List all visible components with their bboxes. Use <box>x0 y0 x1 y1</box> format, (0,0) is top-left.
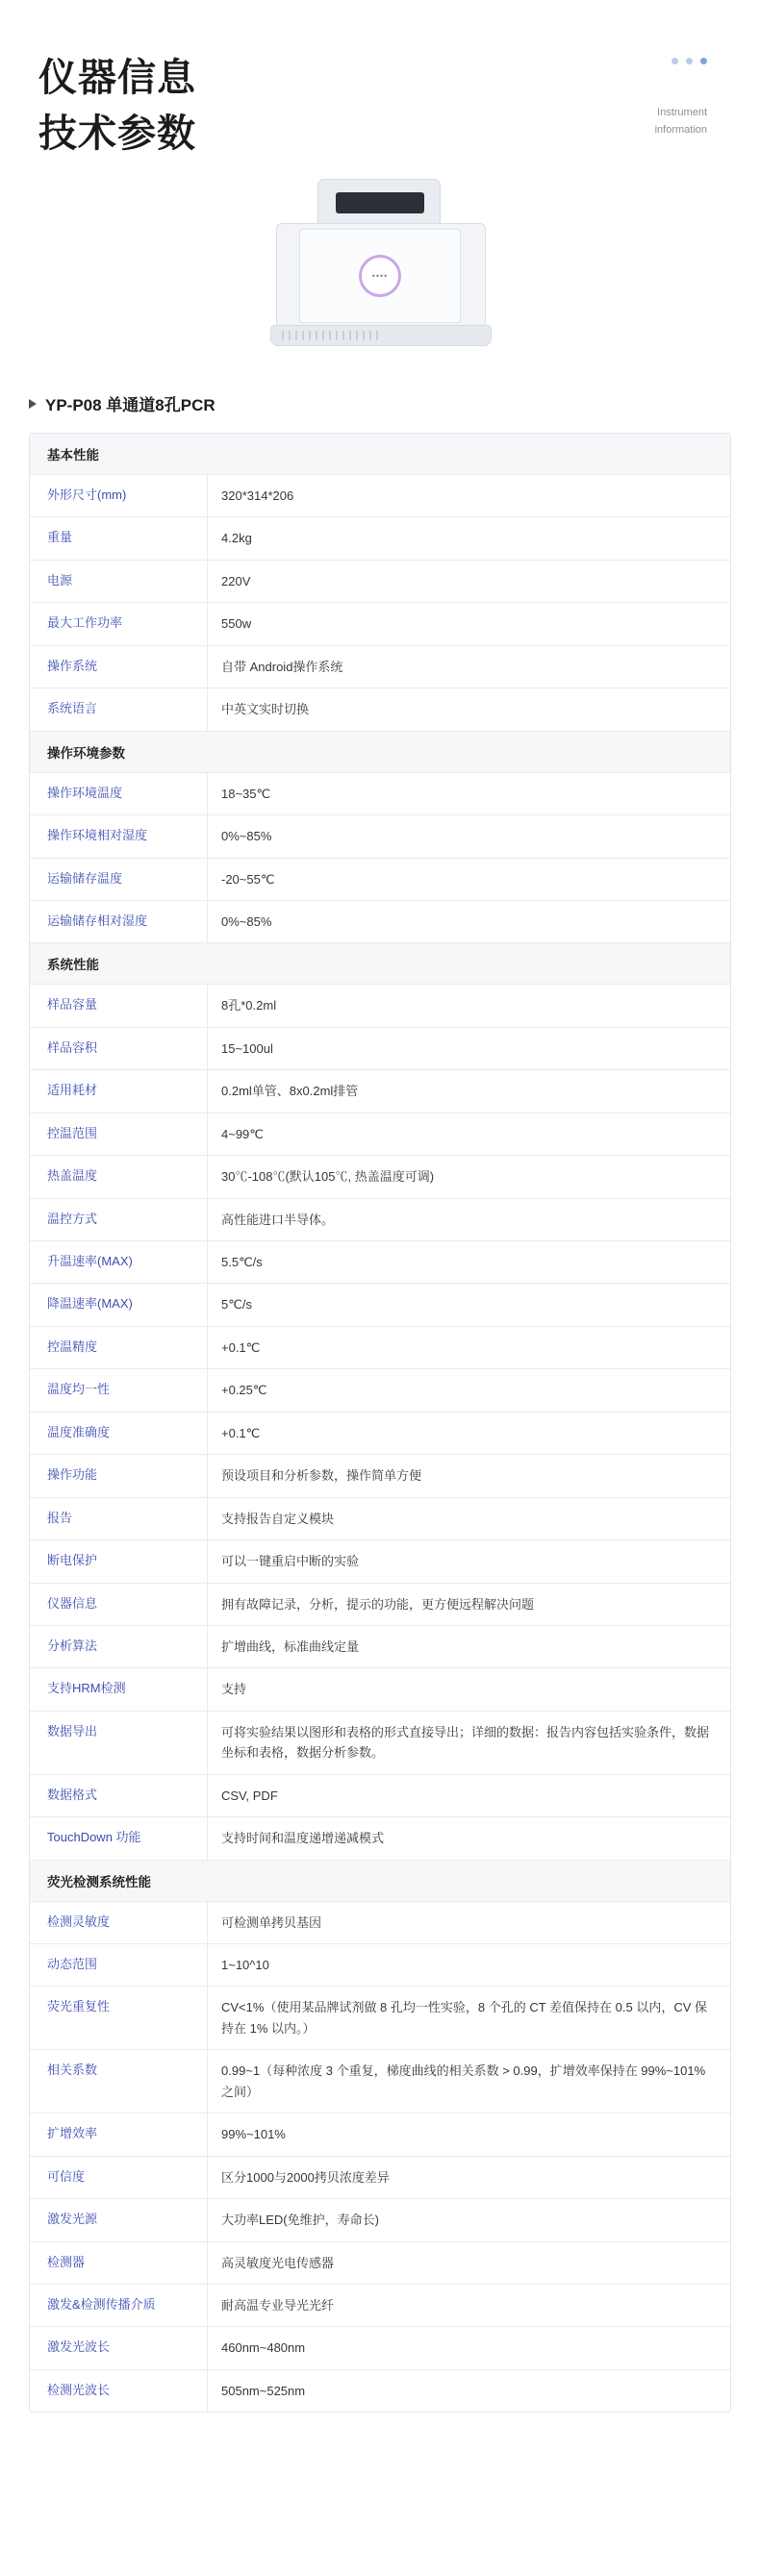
spec-value: CV<1%（使用某品牌试剂做 8 孔均一性实验，8 个孔的 CT 差值保持在 0.5 以内，CV 保持在 1% 以内。） <box>221 2000 708 2036</box>
table-row <box>30 1156 730 1198</box>
english-line-1: Instrument <box>657 107 707 118</box>
table-row <box>30 2157 730 2199</box>
spec-key: 操作功能 <box>30 1455 208 1496</box>
specification-table <box>29 433 731 2413</box>
spec-key: 报告 <box>30 1498 208 1539</box>
vent-line-icon <box>369 331 371 340</box>
spec-key: 热盖温度 <box>30 1156 208 1197</box>
section-header: 系统性能 <box>30 943 730 985</box>
device-lid <box>317 179 441 229</box>
spec-value: 4.2kg <box>221 531 252 546</box>
table-row <box>30 773 730 815</box>
table-row <box>30 646 730 688</box>
table-row <box>30 1626 730 1668</box>
table-row <box>30 2199 730 2241</box>
spec-key: 可信度 <box>30 2157 208 2198</box>
device-vents <box>282 331 388 340</box>
vent-line-icon <box>282 331 284 340</box>
device-progress-ring <box>359 255 401 297</box>
vent-line-icon <box>376 331 378 340</box>
table-row <box>30 1284 730 1326</box>
spec-value: 5.5℃/s <box>221 1255 263 1269</box>
spec-value: 0%~85% <box>221 829 272 844</box>
spec-key: 支持HRM检测 <box>30 1668 208 1710</box>
table-row <box>30 859 730 901</box>
table-row <box>30 517 730 560</box>
title-line-2: 技术参数 <box>38 113 196 155</box>
vent-line-icon <box>295 331 297 340</box>
spec-key: 扩增效率 <box>30 2113 208 2155</box>
table-row <box>30 815 730 858</box>
spec-value: 预设项目和分析参数，操作简单方便 <box>221 1468 422 1484</box>
table-row <box>30 1987 730 2050</box>
table-row <box>30 1902 730 1944</box>
product-name-row <box>29 391 760 415</box>
spec-key: 控温精度 <box>30 1327 208 1368</box>
device-lid-display <box>336 192 424 213</box>
spec-value: 18~35℃ <box>221 786 271 801</box>
spec-value: 扩增曲线，标准曲线定量 <box>221 1638 360 1654</box>
table-row <box>30 1540 730 1583</box>
spec-value: 拥有故障记录，分析，提示的功能，更方便远程解决问题 <box>221 1596 535 1612</box>
table-row <box>30 985 730 1027</box>
vent-line-icon <box>322 331 324 340</box>
spec-value: 505nm~525nm <box>221 2383 306 2398</box>
spec-key: 最大工作功率 <box>30 603 208 644</box>
spec-key: 系统语言 <box>30 688 208 730</box>
triangle-bullet-icon <box>29 399 37 409</box>
dot-icon-1 <box>671 58 678 64</box>
spec-value: 高灵敏度光电传感器 <box>221 2255 335 2270</box>
product-name-label: YP-P08 单通道8孔PCR <box>45 396 215 414</box>
spec-value: 支持报告自定义模块 <box>221 1511 335 1526</box>
spec-value: 支持时间和温度递增递减模式 <box>221 1831 385 1846</box>
spec-value: 320*314*206 <box>221 488 294 503</box>
spec-value: 0.2ml单管、8x0.2ml排管 <box>221 1084 359 1099</box>
spec-value: 220V <box>221 573 251 588</box>
table-row <box>30 475 730 517</box>
spec-value: 30℃-108℃(默认105℃, 热盖温度可调) <box>221 1169 435 1185</box>
spec-key: 检测光波长 <box>30 2370 208 2412</box>
table-row <box>30 1070 730 1113</box>
spec-value: CSV, PDF <box>221 1788 278 1803</box>
spec-key: 荧光重复性 <box>30 1987 208 2049</box>
table-row <box>30 1498 730 1540</box>
table-row <box>30 1113 730 1156</box>
section-header: 操作环境参数 <box>30 732 730 773</box>
spec-key: 操作环境相对湿度 <box>30 815 208 857</box>
table-row <box>30 1944 730 1987</box>
vent-line-icon <box>309 331 311 340</box>
spec-key: 激发&检测传播介质 <box>30 2285 208 2326</box>
table-row <box>30 2242 730 2285</box>
table-row <box>30 1584 730 1626</box>
spec-key: 动态范围 <box>30 1944 208 1986</box>
table-row <box>30 1455 730 1497</box>
spec-key: 分析算法 <box>30 1626 208 1667</box>
section-header: 基本性能 <box>30 434 730 475</box>
spec-value: +0.1℃ <box>221 1339 261 1355</box>
spec-value: 大功率LED(免维护，寿命长) <box>221 2213 379 2228</box>
table-row <box>30 901 730 943</box>
spec-value: 支持 <box>221 1682 247 1697</box>
spec-key: 断电保护 <box>30 1540 208 1582</box>
table-row <box>30 1028 730 1070</box>
table-row <box>30 1413 730 1455</box>
device-screen-label: •••• <box>371 271 389 281</box>
dot-icon-3 <box>700 58 707 64</box>
table-row <box>30 1327 730 1369</box>
spec-value: 5℃/s <box>221 1297 252 1313</box>
table-row <box>30 1241 730 1284</box>
table-row <box>30 2327 730 2369</box>
title-line-1: 仪器信息 <box>38 57 196 99</box>
table-row <box>30 2050 730 2113</box>
spec-value: 高性能进口半导体。 <box>221 1212 335 1227</box>
vent-line-icon <box>302 331 304 340</box>
spec-key: 外形尺寸(mm) <box>30 475 208 516</box>
table-row <box>30 1712 730 1775</box>
spec-key: 样品容量 <box>30 985 208 1026</box>
table-row <box>30 561 730 603</box>
device-illustration <box>236 179 524 357</box>
vent-line-icon <box>329 331 331 340</box>
spec-key: 电源 <box>30 561 208 602</box>
spec-value: 可检测单拷贝基因 <box>221 1914 322 1930</box>
spec-key: 温度均一性 <box>30 1369 208 1411</box>
vent-line-icon <box>363 331 365 340</box>
table-row <box>30 2370 730 2412</box>
page-header <box>0 0 760 162</box>
table-row <box>30 2285 730 2327</box>
spec-value: 99%~101% <box>221 2127 286 2142</box>
spec-key: 激发光波长 <box>30 2327 208 2368</box>
spec-value: 550w <box>221 616 252 632</box>
device-touchscreen <box>299 229 461 323</box>
spec-key: 操作系统 <box>30 646 208 688</box>
dots-decoration <box>655 58 707 64</box>
spec-key: 温度准确度 <box>30 1413 208 1454</box>
spec-key: 运输储存相对湿度 <box>30 901 208 942</box>
table-row <box>30 1817 730 1860</box>
spec-value: 中英文实时切换 <box>221 702 310 717</box>
title-heading <box>38 50 196 162</box>
english-subtitle <box>655 105 707 138</box>
spec-key: 数据导出 <box>30 1712 208 1774</box>
table-row <box>30 1369 730 1412</box>
spec-value: -20~55℃ <box>221 871 275 887</box>
spec-key: 控温范围 <box>30 1113 208 1155</box>
spec-key: 仪器信息 <box>30 1584 208 1625</box>
page-title <box>38 50 196 162</box>
spec-key: 检测器 <box>30 2242 208 2284</box>
table-row <box>30 1668 730 1711</box>
english-line-2: information <box>654 123 707 136</box>
dot-icon-2 <box>686 58 693 64</box>
spec-key: 相关系数 <box>30 2050 208 2113</box>
vent-line-icon <box>316 331 317 340</box>
spec-value: 0.99~1（每种浓度 3 个重复，梯度曲线的相关系数 > 0.99，扩增效率保持在 99%~101% 之间） <box>221 2063 706 2099</box>
vent-line-icon <box>349 331 351 340</box>
spec-value: 耐高温专业导光光纤 <box>221 2297 335 2313</box>
table-row <box>30 1775 730 1817</box>
spec-value: 自带 Android操作系统 <box>221 659 343 674</box>
vent-line-icon <box>342 331 344 340</box>
spec-value: +0.25℃ <box>221 1383 267 1398</box>
spec-key: 温控方式 <box>30 1199 208 1240</box>
spec-value: +0.1℃ <box>221 1425 261 1440</box>
header-right <box>655 50 707 138</box>
vent-line-icon <box>356 331 358 340</box>
vent-line-icon <box>289 331 291 340</box>
spec-key: 样品容积 <box>30 1028 208 1069</box>
spec-key: 激发光源 <box>30 2199 208 2240</box>
section-header: 荧光检测系统性能 <box>30 1861 730 1902</box>
table-row <box>30 1199 730 1241</box>
spec-key: 操作环境温度 <box>30 773 208 814</box>
spec-value: 可以一键重启中断的实验 <box>221 1554 360 1569</box>
spec-value: 0%~85% <box>221 913 272 929</box>
table-row <box>30 603 730 645</box>
spec-value: 1~10^10 <box>221 1958 269 1972</box>
spec-key: 降温速率(MAX) <box>30 1284 208 1325</box>
spec-key: 重量 <box>30 517 208 559</box>
table-row <box>30 688 730 731</box>
spec-value: 4~99℃ <box>221 1126 264 1141</box>
spec-key: 数据格式 <box>30 1775 208 1816</box>
table-row <box>30 2113 730 2156</box>
spec-key: 适用耗材 <box>30 1070 208 1112</box>
vent-line-icon <box>336 331 338 340</box>
spec-value: 15~100ul <box>221 1040 273 1056</box>
spec-value: 8孔*0.2ml <box>221 998 277 1013</box>
spec-value: 可将实验结果以图形和表格的形式直接导出；详细的数据：报告内容包括实验条件，数据坐标和表格，数据分析参数。 <box>221 1724 710 1761</box>
spec-key: 升温速率(MAX) <box>30 1241 208 1283</box>
spec-key: TouchDown 功能 <box>30 1817 208 1859</box>
spec-key: 运输储存温度 <box>30 859 208 900</box>
spec-key: 检测灵敏度 <box>30 1902 208 1943</box>
spec-value: 区分1000与2000拷贝浓度差异 <box>221 2169 390 2185</box>
spec-value: 460nm~480nm <box>221 2340 306 2356</box>
